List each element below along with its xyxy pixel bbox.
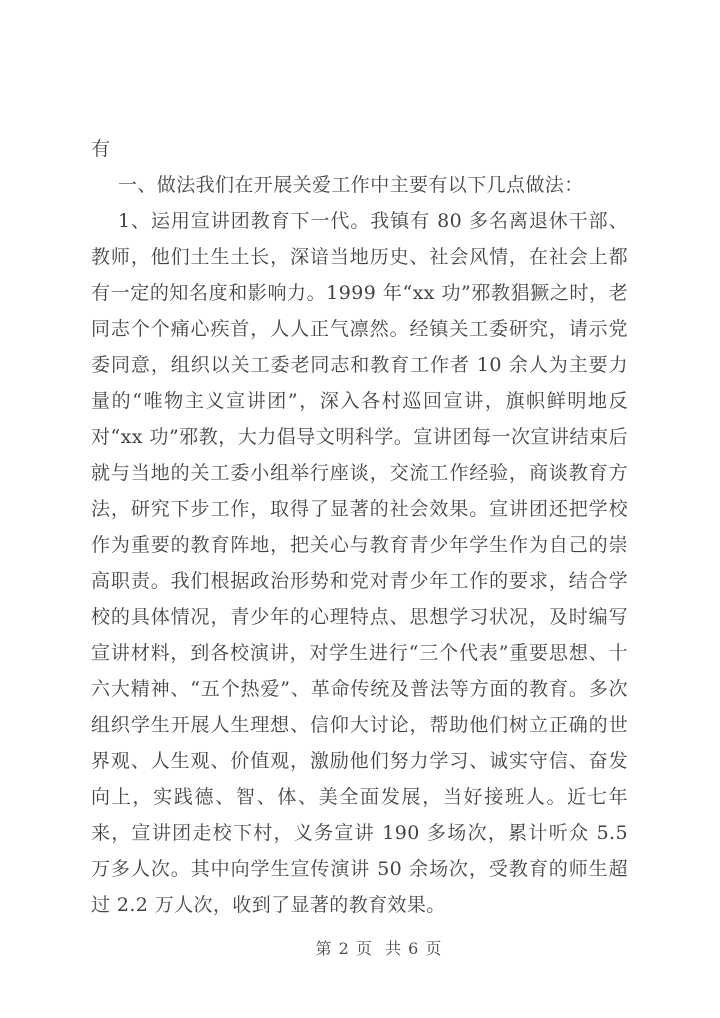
- document-body: [91, 131, 628, 923]
- paragraph-section-heading: 一、做法我们在开展关爱工作中主要有以下几点做法：: [118, 174, 584, 196]
- paragraph-body: 1、运用宣讲团教育下一代。我镇有 80 多名离退休干部、教师，他们土生土长，深谙当地历史、社会风情，在社会上都有一定的知名度和影响力。1999 年“xx 功”邪教猖獗之时，老同志个个痛心疾首，人人正气凛然。经镇关工委研究，请示党委同意，组织以关工委老同志和教育工作者 10 余人为主要力量的“唯物主义宣讲团”，深入各村巡回宣讲，旗帜鲜明地反对“xx 功”邪教，大力倡导文明科学。宣讲团每一次宣讲结束后就与当地的关工委小组举行座谈，交流工作经验，商谈教育方法，研究下步工作，取得了显著的社会效果。宣讲团还把学校作为重要的教育阵地，把关心与教育青少年学生作为自己的崇高职责。我们根据政治形势和党对青少年工作的要求，结合学校的具体情况，青少年的心理特点、思想学习状况，及时编写宣讲材料，到各校演讲，对学生进行“三个代表”重要思想、十六大精神、“五个热爱”、革命传统及普法等方面的教育。多次组织学生开展人生理想、信仰大讨论，帮助他们树立正确的世界观、人生观、价值观，激励他们努力学习、诚实守信、奋发向上，实践德、智、体、美全面发展，当好接班人。近七年来，宣讲团走校下村，义务宣讲 190 多场次，累计听众 5.5 万多人次。其中向学生宣传演讲 50 余场次，受教育的师生超过 2.2 万人次，收到了显著的教育效果。: [91, 210, 628, 916]
- page-number-footer: 第 2 页 共 6 页: [315, 939, 443, 958]
- paragraph-continuation: 有: [91, 138, 111, 160]
